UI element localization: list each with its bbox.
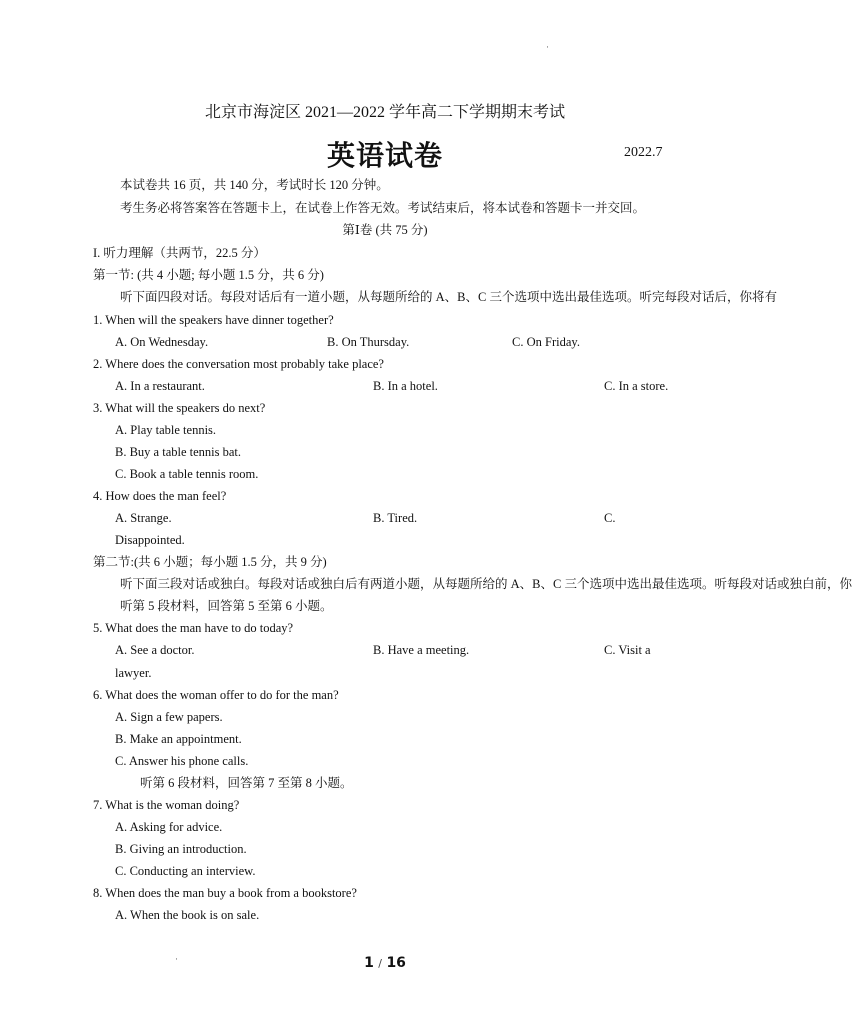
part-two-heading: 第二节:(共 6 小题；每小题 1.5 分，共 9 分) <box>93 555 327 569</box>
part-two-directions-1: 听下面三段对话或独白。每段对话或独白后有两道小题，从每题所给的 A、B、C 三个选项中选出最佳选项。听每段对话或独白前，你 <box>120 577 852 591</box>
question-2-option-b: B. In a hotel. <box>373 379 438 393</box>
question-5-option-a: A. See a doctor. <box>115 643 195 657</box>
part-one-label: 第Ⅰ卷 (共 75 分) <box>342 223 428 237</box>
section-heading: I. 听力理解（共两节，22.5 分） <box>93 246 266 260</box>
instruction-line-1: 本试卷共 16 页，共 140 分，考试时长 120 分钟。 <box>120 178 389 192</box>
question-1-option-a: A. On Wednesday. <box>115 335 209 349</box>
question-5-option-c-wrap: lawyer. <box>115 666 152 680</box>
question-4-stem: 4. How does the man feel? <box>93 489 227 503</box>
question-8-stem: 8. When does the man buy a book from a bookstore? <box>93 886 357 900</box>
exam-title: 北京市海淀区 2021—2022 学年高二下学期期末考试 <box>204 104 565 121</box>
question-1-option-c: C. On Friday. <box>512 335 580 349</box>
question-7-option-c: C. Conducting an interview. <box>115 864 256 878</box>
instruction-line-2: 考生务必将答案答在答题卡上，在试卷上作答无效。考试结束后，将本试卷和答题卡一并交回。 <box>120 201 646 215</box>
page-number <box>0 955 770 971</box>
question-6-option-a: A. Sign a few papers. <box>115 710 223 724</box>
question-3-option-a: A. Play table tennis. <box>115 423 217 437</box>
question-2-stem: 2. Where does the conversation most probably take place? <box>93 357 384 371</box>
question-1-stem: 1. When will the speakers have dinner together? <box>93 313 334 327</box>
question-4-option-a: A. Strange. <box>115 511 172 525</box>
page-total: 16 <box>386 955 406 971</box>
page-separator: / <box>378 957 382 970</box>
question-4-option-c-wrap: Disappointed. <box>115 533 185 547</box>
question-3-stem: 3. What will the speakers do next? <box>93 401 266 415</box>
question-6-stem: 6. What does the woman offer to do for the man? <box>93 688 339 702</box>
question-7-option-b: B. Giving an introduction. <box>115 842 247 856</box>
part-one-directions: 听下面四段对话。每段对话后有一道小题，从每题所给的 A、B、C 三个选项中选出最佳选项。听完每段对话后，你将有 <box>120 290 777 304</box>
question-1-option-b: B. On Thursday. <box>327 335 410 349</box>
question-2-option-a: A. In a restaurant. <box>115 379 205 393</box>
question-5-stem: 5. What does the man have to do today? <box>93 621 294 635</box>
question-5-option-c: C. Visit a <box>604 643 651 657</box>
question-4-option-b: B. Tired. <box>373 511 418 525</box>
page-current: 1 <box>364 955 374 971</box>
question-8-option-a: A. When the book is on sale. <box>115 908 260 922</box>
question-7-option-a: A. Asking for advice. <box>115 820 223 834</box>
question-2-option-c: C. In a store. <box>604 379 669 393</box>
part-one-heading: 第一节: (共 4 小题; 每小题 1.5 分，共 6 分) <box>93 268 324 282</box>
subject-title: 英语试卷 <box>326 141 443 172</box>
part-two-directions-2: 听第 5 段材料，回答第 5 至第 6 小题。 <box>120 599 333 613</box>
footer-dot-mark: · <box>175 954 178 964</box>
question-6-option-c: C. Answer his phone calls. <box>115 754 249 768</box>
question-7-stem: 7. What is the woman doing? <box>93 798 240 812</box>
question-6-option-b: B. Make an appointment. <box>115 732 242 746</box>
question-4-option-c: C. <box>604 511 616 525</box>
exam-date: 2022.7 <box>624 145 663 160</box>
question-3-option-b: B. Buy a table tennis bat. <box>115 445 242 459</box>
question-5-option-b: B. Have a meeting. <box>373 643 470 657</box>
page-dot-mark: · <box>546 42 549 52</box>
question-3-option-c: C. Book a table tennis room. <box>115 467 259 481</box>
part-two-note-3: 听第 6 段材料，回答第 7 至第 8 小题。 <box>140 776 353 790</box>
